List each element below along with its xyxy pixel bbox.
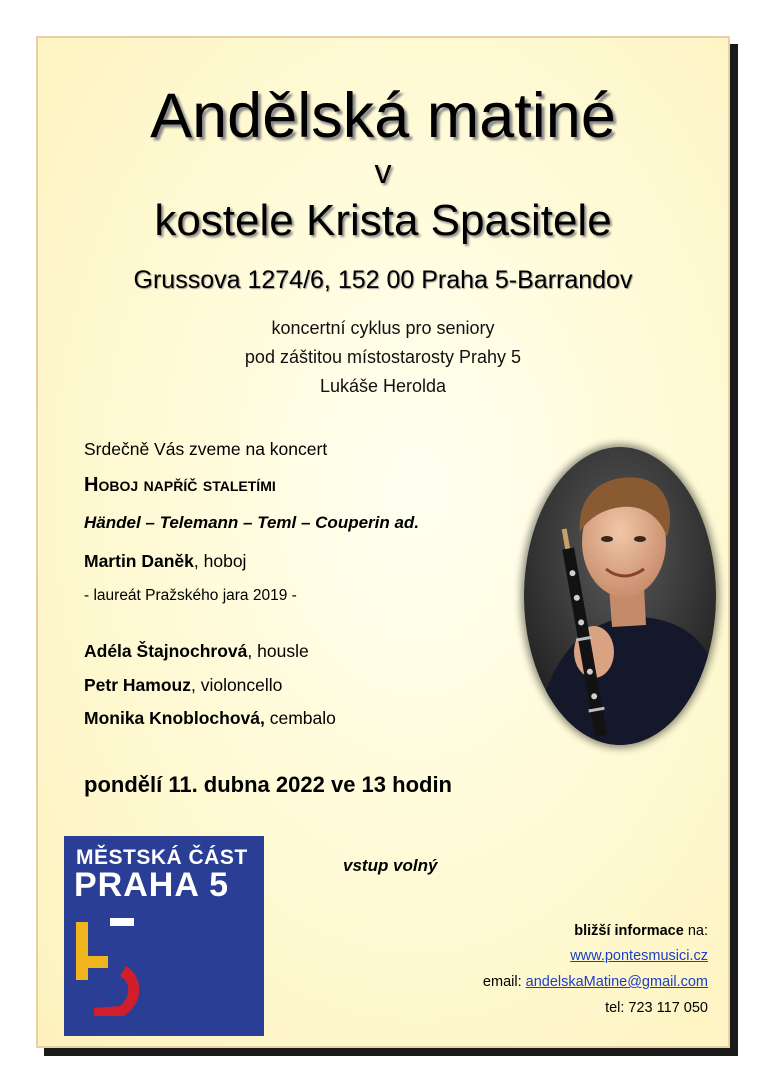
performer-role: cembalo	[264, 708, 336, 728]
admission-note: vstup volný	[343, 856, 438, 875]
logo-line-1: MĚSTSKÁ ČÁST	[76, 846, 248, 869]
performer	[84, 641, 309, 662]
concert-date: pondělí 11. dubna 2022 ve 13 hodin	[84, 772, 452, 797]
logo-line-2: PRAHA 5	[74, 866, 229, 904]
performer-name: Petr Hamouz	[84, 675, 191, 695]
info-label-suffix: na:	[683, 923, 708, 939]
soloist-role: , hoboj	[193, 551, 247, 571]
invitation-text: Srdečně Vás zveme na koncert	[84, 439, 328, 459]
email-label: email:	[482, 974, 526, 990]
cycle-line-2: pod záštitou místostarosty Prahy 5	[244, 347, 522, 367]
info-email-line	[483, 974, 708, 990]
soloist-photo	[524, 447, 716, 745]
cycle-line-1: koncertní cyklus pro seniory	[271, 318, 495, 338]
performer-name: Adéla Štajnochrová	[84, 641, 248, 661]
soloist	[84, 551, 246, 572]
logo-emblem-icon	[64, 836, 264, 1036]
church-name: kostele Krista Spasitele	[154, 196, 612, 245]
poster	[36, 36, 730, 1048]
poster-title: Andělská matiné	[150, 81, 616, 151]
performer	[84, 675, 282, 696]
email-link[interactable]: andelskaMatine@gmail.com	[525, 974, 708, 990]
info-phone: tel: 723 117 050	[605, 1000, 708, 1016]
performer-role: , housle	[247, 641, 309, 661]
info-heading	[574, 923, 708, 939]
website-link[interactable]: www.pontesmusici.cz	[570, 948, 708, 964]
concert-title: Hoboj napříč staletími	[84, 474, 276, 496]
soloist-name: Martin Daněk	[84, 551, 194, 571]
cycle-line-3: Lukáše Herolda	[319, 376, 447, 396]
title-connector: v	[374, 153, 392, 191]
praha5-logo	[64, 836, 264, 1036]
church-address: Grussova 1274/6, 152 00 Praha 5-Barrandov	[133, 266, 633, 294]
info-website-line	[570, 948, 708, 964]
performer-name: Monika Knoblochová,	[84, 708, 265, 728]
composers: Händel – Telemann – Teml – Couperin ad.	[84, 513, 420, 532]
info-label: bližší informace	[574, 923, 684, 939]
soloist-portrait-illustration	[524, 447, 716, 745]
performer-role: , violoncello	[190, 675, 283, 695]
laureate-note: - laureát Pražského jara 2019 -	[84, 587, 297, 604]
performer	[84, 708, 336, 729]
